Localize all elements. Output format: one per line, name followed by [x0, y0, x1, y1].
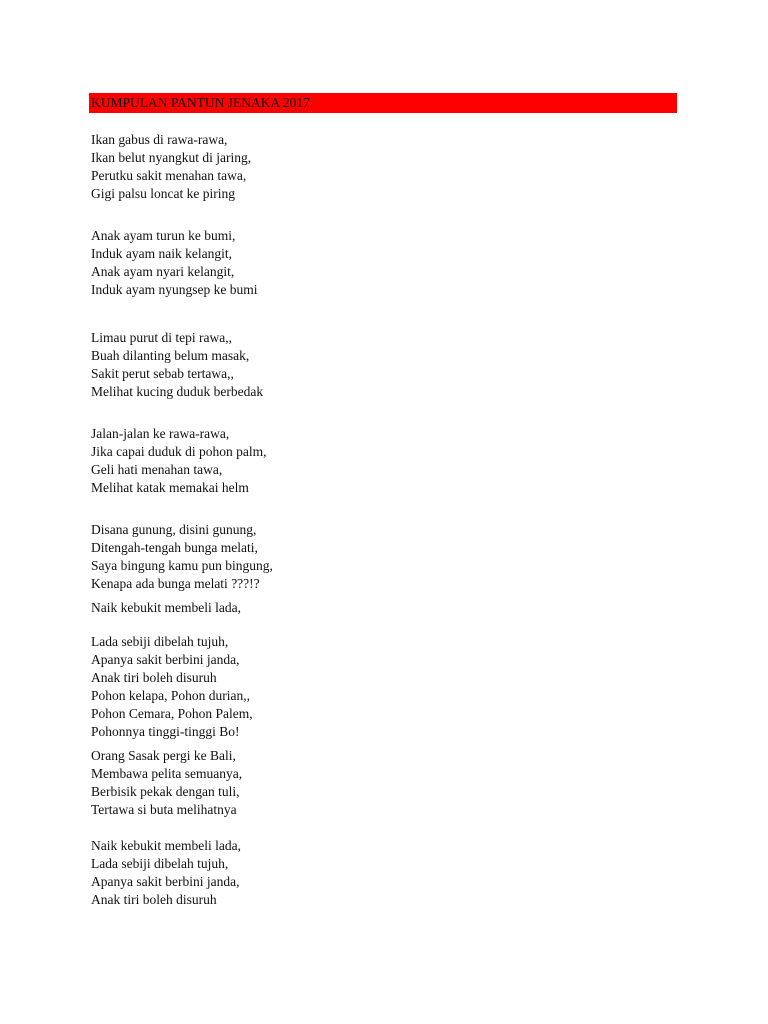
text-line: Apanya sakit berbini janda, [91, 874, 240, 889]
text-line: Ikan gabus di rawa-rawa, [91, 132, 228, 147]
text-line: Pohon Cemara, Pohon Palem, [91, 706, 253, 721]
text-line: Ikan belut nyangkut di jaring, [91, 150, 252, 165]
text-line: Kenapa ada bunga melati ???!? [91, 576, 260, 591]
text-line: Jika capai duduk di pohon palm, [91, 444, 267, 459]
text-line: Melihat kucing duduk berbedak [91, 384, 264, 399]
text-line: Melihat katak memakai helm [91, 480, 249, 495]
text-line: Naik kebukit membeli lada, [91, 838, 241, 853]
text-line: Geli hati menahan tawa, [91, 462, 223, 477]
text-line: Pohon kelapa, Pohon durian,, [91, 688, 250, 703]
text-line: Apanya sakit berbini janda, [91, 652, 240, 667]
text-line: Anak tiri boleh disuruh [91, 892, 217, 907]
text-line: Anak ayam nyari kelangit, [91, 264, 235, 279]
text-line: Anak tiri boleh disuruh [91, 670, 217, 685]
text-line: Pohonnya tinggi-tinggi Bo! [91, 724, 240, 739]
text-line: Induk ayam naik kelangit, [91, 246, 232, 261]
text-line: Buah dilanting belum masak, [91, 348, 250, 363]
text-line: Membawa pelita semuanya, [91, 766, 243, 781]
text-line: Orang Sasak pergi ke Bali, [91, 748, 236, 763]
text-line: Saya bingung kamu pun bingung, [91, 558, 273, 573]
text-line: Perutku sakit menahan tawa, [91, 168, 247, 183]
text-line: Induk ayam nyungsep ke bumi [91, 282, 258, 297]
text-line: Lada sebiji dibelah tujuh, [91, 856, 229, 871]
text-line: Sakit perut sebab tertawa,, [91, 366, 234, 381]
text-line: Anak ayam turun ke bumi, [91, 228, 236, 243]
text-line: Berbisik pekak dengan tuli, [91, 784, 240, 799]
text-line: Limau purut di tepi rawa,, [91, 330, 232, 345]
document-title: KUMPULAN PANTUN JENAKA 2017 [89, 93, 677, 113]
text-line: Disana gunung, disini gunung, [91, 522, 257, 537]
text-line: Lada sebiji dibelah tujuh, [91, 634, 229, 649]
text-line: Jalan-jalan ke rawa-rawa, [91, 426, 230, 441]
text-line: Tertawa si buta melihatnya [91, 802, 237, 817]
text-line: Gigi palsu loncat ke piring [91, 186, 235, 201]
text-line: Naik kebukit membeli lada, [91, 600, 241, 615]
text-line: Ditengah-tengah bunga melati, [91, 540, 258, 555]
